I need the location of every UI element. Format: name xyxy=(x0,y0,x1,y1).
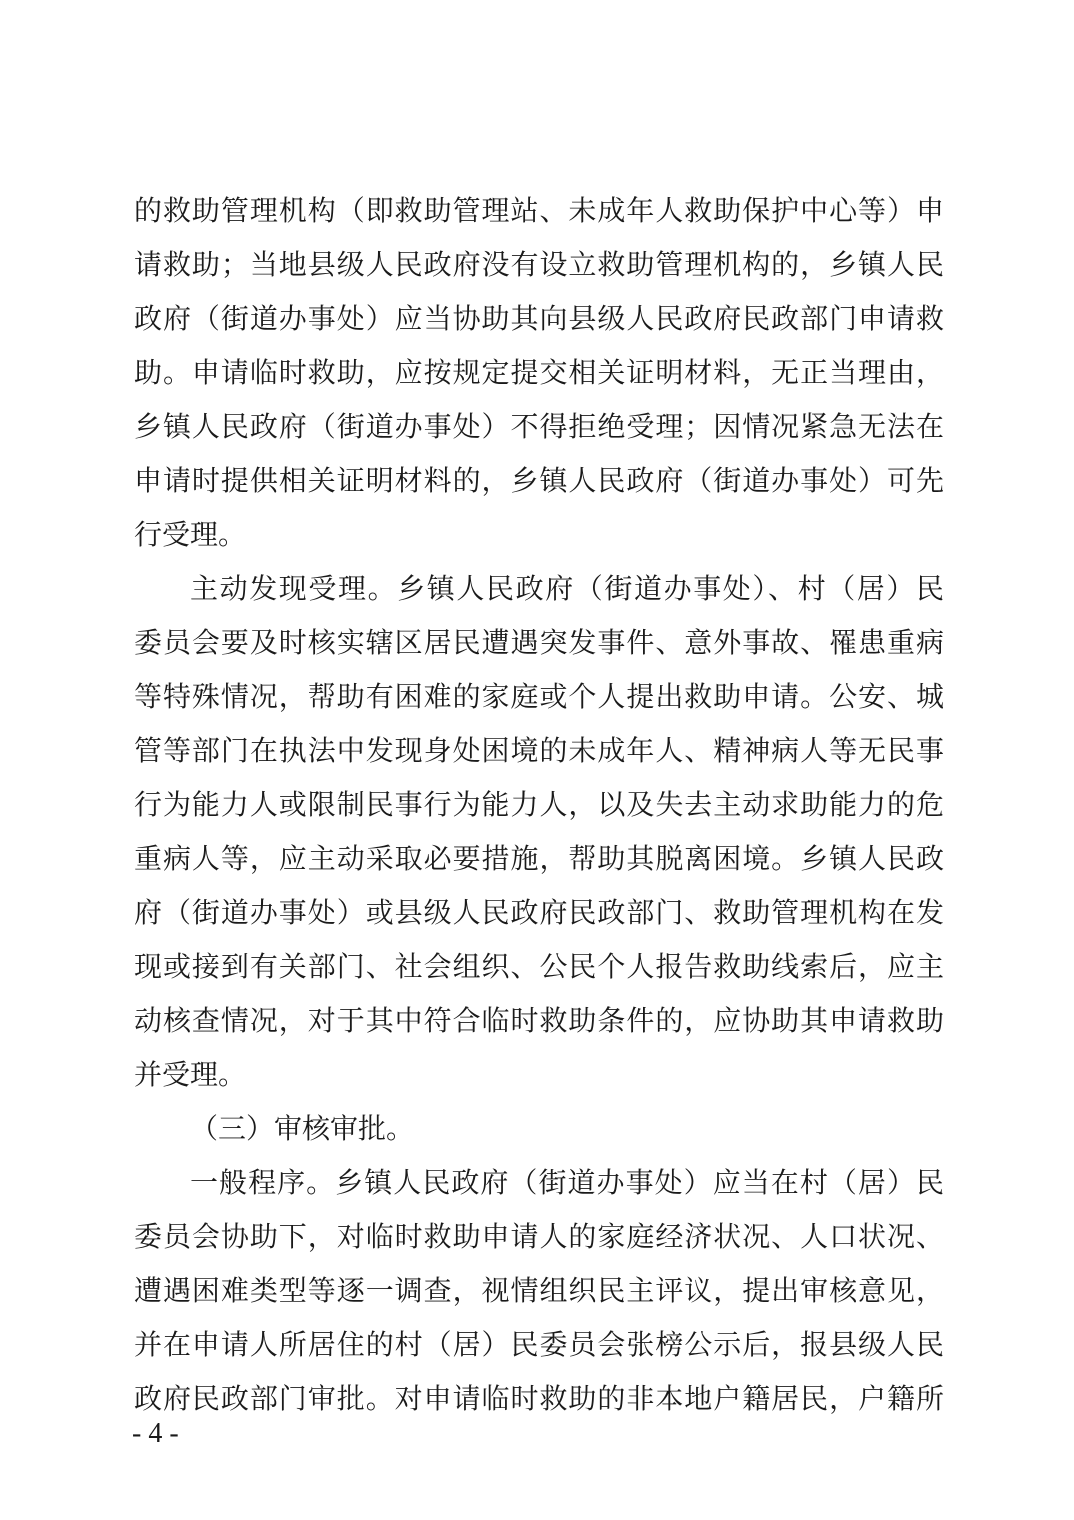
text-line: 助。申请临时救助，应按规定提交相关证明材料，无正当理由， xyxy=(134,356,944,389)
page-number: - 4 - xyxy=(132,1418,179,1449)
paragraph-active-discovery xyxy=(134,562,944,1102)
text-line: 请救助；当地县级人民政府没有设立救助管理机构的，乡镇人民 xyxy=(134,248,944,281)
document-body xyxy=(134,184,944,1426)
text-line: （三）审核审批。 xyxy=(190,1112,415,1145)
text-line: 主动发现受理。乡镇人民政府（街道办事处）、村（居）民 xyxy=(190,572,944,605)
text-line: 现或接到有关部门、社会组织、公民个人报告救助线索后，应主 xyxy=(134,950,944,983)
text-line: 申请时提供相关证明材料的，乡镇人民政府（街道办事处）可先 xyxy=(134,464,944,497)
paragraph-application-continued xyxy=(134,184,944,562)
text-line: 的救助管理机构（即救助管理站、未成年人救助保护中心等）申 xyxy=(134,194,944,227)
text-line: 行受理。 xyxy=(134,518,247,551)
paragraph-general-procedure xyxy=(134,1156,944,1426)
text-line: 政府民政部门审批。对申请临时救助的非本地户籍居民，户籍所 xyxy=(134,1382,944,1415)
text-line: 委员会要及时核实辖区居民遭遇突发事件、意外事故、罹患重病 xyxy=(134,626,944,659)
text-line: 重病人等，应主动采取必要措施，帮助其脱离困境。乡镇人民政 xyxy=(134,842,944,875)
text-line: 委员会协助下，对临时救助申请人的家庭经济状况、人口状况、 xyxy=(134,1220,944,1253)
text-line: 等特殊情况，帮助有困难的家庭或个人提出救助申请。公安、城 xyxy=(134,680,944,713)
text-line: 遭遇困难类型等逐一调查，视情组织民主评议，提出审核意见， xyxy=(134,1274,944,1307)
text-line: 府（街道办事处）或县级人民政府民政部门、救助管理机构在发 xyxy=(134,896,944,929)
text-line: 政府（街道办事处）应当协助其向县级人民政府民政部门申请救 xyxy=(134,302,944,335)
text-line: 并在申请人所居住的村（居）民委员会张榜公示后，报县级人民 xyxy=(134,1328,944,1361)
text-line: 动核查情况，对于其中符合临时救助条件的，应协助其申请救助 xyxy=(134,1004,944,1037)
text-line: 乡镇人民政府（街道办事处）不得拒绝受理；因情况紧急无法在 xyxy=(134,410,944,443)
section-heading-review-approval xyxy=(134,1102,944,1156)
text-line: 并受理。 xyxy=(134,1058,247,1091)
text-line: 行为能力人或限制民事行为能力人，以及失去主动求助能力的危 xyxy=(134,788,944,821)
text-line: 管等部门在执法中发现身处困境的未成年人、精神病人等无民事 xyxy=(134,734,944,767)
text-line: 一般程序。乡镇人民政府（街道办事处）应当在村（居）民 xyxy=(190,1166,944,1199)
